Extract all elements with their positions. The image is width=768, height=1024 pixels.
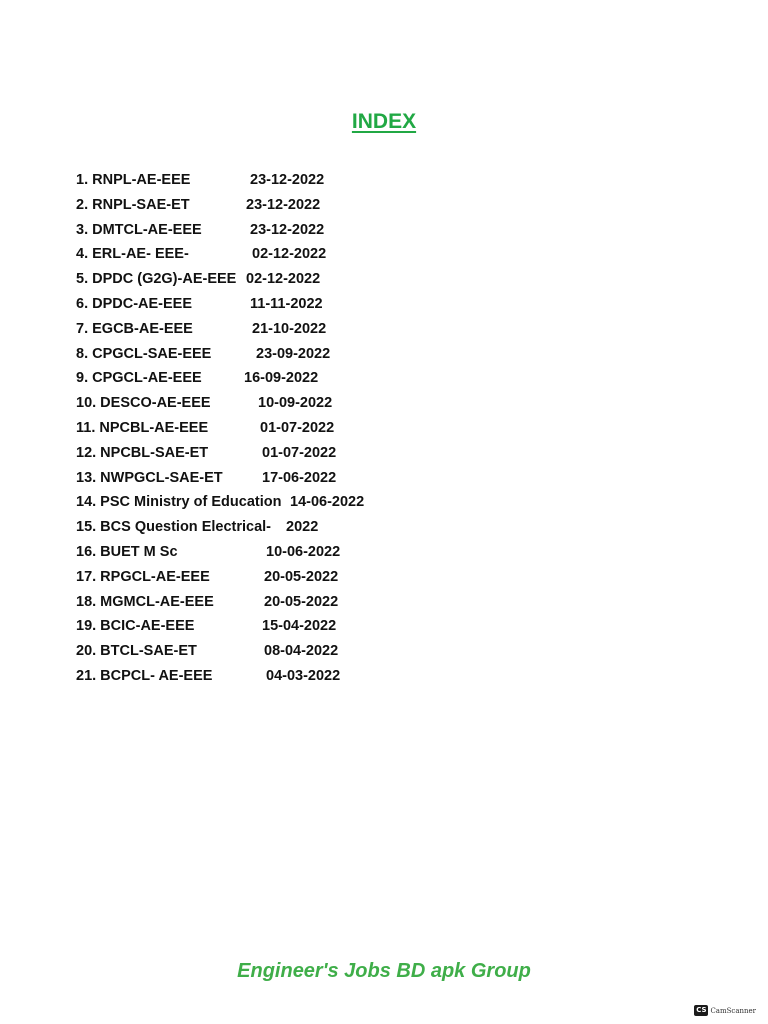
item-title: 1. RNPL-AE-EEE <box>76 172 191 188</box>
item-date: 10-06-2022 <box>266 543 341 560</box>
item-title: 21. BCPCL- AE-EEE <box>76 667 213 684</box>
item-date: 23-09-2022 <box>256 345 331 362</box>
item-date: 02-12-2022 <box>246 271 321 288</box>
item-date: 20-05-2022 <box>264 568 339 585</box>
item-title: 6. DPDC-AE-EEE <box>76 295 193 312</box>
item-title: 8. CPGCL-SAE-EEE <box>76 345 212 362</box>
page-title: INDEX <box>351 110 417 133</box>
item-date: 08-04-2022 <box>264 643 339 660</box>
item-title: 11. NPCBL-AE-EEE <box>76 419 209 436</box>
footer-group-name: Engineer's Jobs BD apk Group <box>237 960 531 982</box>
item-title: 4. ERL-AE- EEE- <box>76 246 189 263</box>
camscanner-watermark <box>694 1005 756 1016</box>
item-date: 23-12-2022 <box>250 221 325 238</box>
camscanner-label: CamScanner <box>710 1006 756 1015</box>
item-date: 14-06-2022 <box>290 494 365 511</box>
item-title: 2. RNPL-SAE-ET <box>76 196 190 213</box>
item-title: 7. EGCB-AE-EEE <box>76 320 193 337</box>
item-date: 20-05-2022 <box>264 593 339 610</box>
item-title: 5. DPDC (G2G)-AE-EEE <box>76 271 237 288</box>
item-title: 19. BCIC-AE-EEE <box>76 618 195 635</box>
item-title: 14. PSC Ministry of Education <box>76 494 282 511</box>
item-title: 17. RPGCL-AE-EEE <box>76 568 210 585</box>
item-title: 13. NWPGCL-SAE-ET <box>76 469 223 486</box>
item-date: 15-04-2022 <box>262 618 337 635</box>
item-date: 10-09-2022 <box>258 395 333 412</box>
item-date: 23-12-2022 <box>250 172 325 188</box>
item-title: 18. MGMCL-AE-EEE <box>76 593 214 610</box>
item-date: 16-09-2022 <box>244 370 319 387</box>
item-title: 10. DESCO-AE-EEE <box>76 395 211 412</box>
item-date: 21-10-2022 <box>252 320 327 337</box>
item-title: 3. DMTCL-AE-EEE <box>76 221 202 238</box>
item-title: 12. NPCBL-SAE-ET <box>76 444 209 461</box>
item-date: 04-03-2022 <box>266 667 341 684</box>
item-date: 23-12-2022 <box>246 196 321 213</box>
item-date: 01-07-2022 <box>260 419 335 436</box>
item-title: 16. BUET M Sc <box>76 543 178 560</box>
item-date: 02-12-2022 <box>252 246 327 263</box>
item-title: 9. CPGCL-AE-EEE <box>76 370 202 387</box>
camscanner-logo-icon: CS <box>696 1006 707 1014</box>
item-date: 11-11-2022 <box>250 295 323 312</box>
item-title: 15. BCS Question Electrical- <box>76 519 272 536</box>
item-date: 2022 <box>286 519 319 536</box>
item-date: 17-06-2022 <box>262 469 337 486</box>
item-title: 20. BTCL-SAE-ET <box>76 643 197 660</box>
item-date: 01-07-2022 <box>262 444 337 461</box>
